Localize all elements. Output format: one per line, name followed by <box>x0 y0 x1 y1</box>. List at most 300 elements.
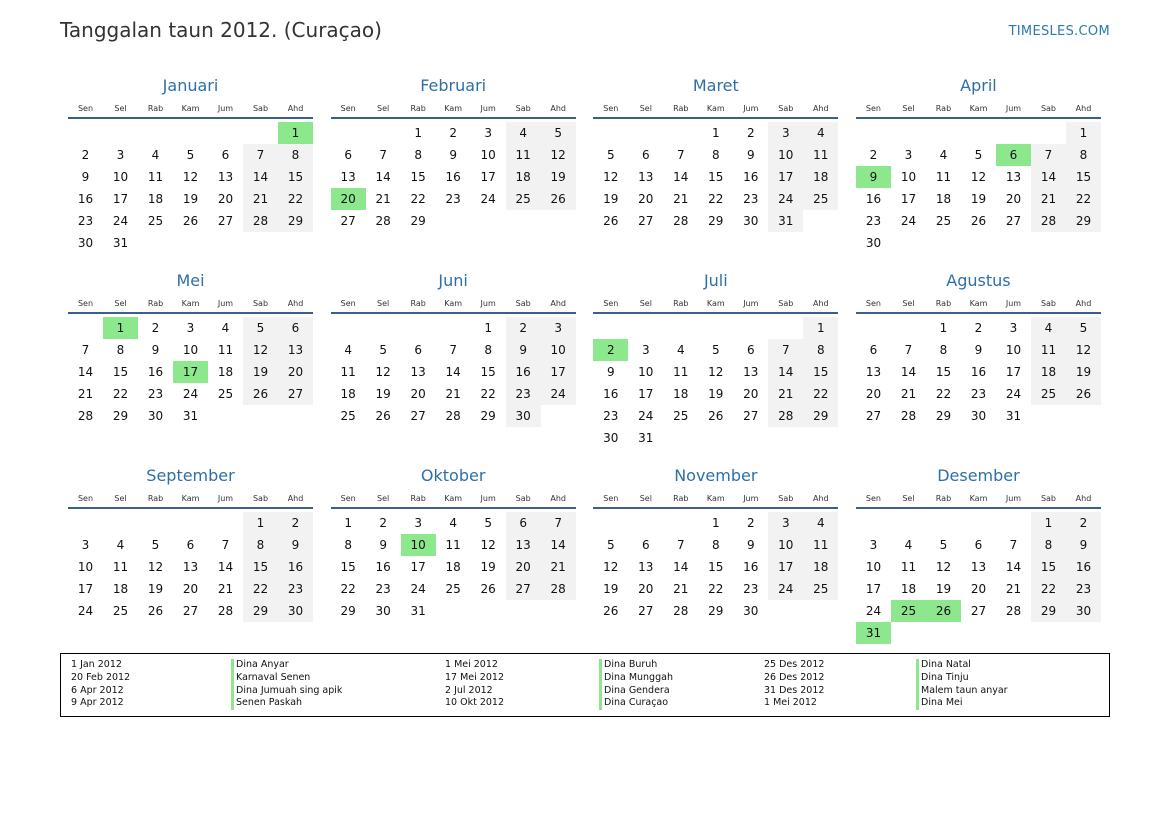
holiday-day-cell[interactable]: 9 <box>856 166 891 188</box>
day-cell[interactable]: 17 <box>480 170 496 184</box>
holiday-day-cell[interactable]: 10 <box>401 534 436 556</box>
day-cell[interactable]: 4 <box>939 148 948 162</box>
holiday-day-cell[interactable]: 1 <box>103 317 138 339</box>
day-cell[interactable]: 19 <box>603 192 619 206</box>
day-cell[interactable]: 8 <box>278 144 313 166</box>
day-cell[interactable]: 30 <box>77 236 94 250</box>
day-cell[interactable]: 15 <box>278 166 313 188</box>
day-cell[interactable]: 3 <box>768 512 803 534</box>
day-cell[interactable]: 13 <box>410 365 426 379</box>
day-cell[interactable]: 31 <box>1005 409 1022 423</box>
day-cell[interactable]: 13 <box>278 339 313 361</box>
day-cell[interactable]: 10 <box>900 170 917 184</box>
day-cell[interactable]: 24 <box>112 214 129 228</box>
day-cell[interactable]: 15 <box>1031 556 1066 578</box>
day-cell[interactable]: 20 <box>410 387 426 401</box>
day-cell[interactable]: 22 <box>803 383 838 405</box>
day-cell[interactable]: 16 <box>375 560 391 574</box>
day-cell[interactable]: 15 <box>340 560 356 574</box>
day-cell[interactable]: 12 <box>708 365 724 379</box>
day-cell[interactable]: 27 <box>970 604 987 618</box>
day-cell[interactable]: 26 <box>970 214 987 228</box>
day-cell[interactable]: 29 <box>708 604 724 618</box>
day-cell[interactable]: 14 <box>77 365 94 379</box>
day-cell[interactable]: 9 <box>1066 534 1101 556</box>
day-cell[interactable]: 16 <box>743 560 759 574</box>
day-cell[interactable]: 22 <box>1031 578 1066 600</box>
day-cell[interactable]: 6 <box>506 512 541 534</box>
day-cell[interactable]: 5 <box>379 343 387 357</box>
day-cell[interactable]: 28 <box>541 578 576 600</box>
day-cell[interactable]: 2 <box>81 148 90 162</box>
day-cell[interactable]: 22 <box>112 387 129 401</box>
day-cell[interactable]: 13 <box>970 560 987 574</box>
day-cell[interactable]: 8 <box>803 339 838 361</box>
day-cell[interactable]: 14 <box>217 560 234 574</box>
day-cell[interactable]: 27 <box>638 214 654 228</box>
day-cell[interactable]: 1 <box>1066 122 1101 144</box>
day-cell[interactable]: 25 <box>217 387 234 401</box>
day-cell[interactable]: 26 <box>708 409 724 423</box>
day-cell[interactable]: 7 <box>676 148 685 162</box>
day-cell[interactable]: 27 <box>638 604 654 618</box>
day-cell[interactable]: 20 <box>217 192 234 206</box>
day-cell[interactable]: 14 <box>375 170 391 184</box>
day-cell[interactable]: 18 <box>147 192 164 206</box>
day-cell[interactable]: 27 <box>410 409 426 423</box>
day-cell[interactable]: 26 <box>603 214 619 228</box>
day-cell[interactable]: 28 <box>445 409 461 423</box>
day-cell[interactable]: 20 <box>865 387 882 401</box>
day-cell[interactable]: 3 <box>414 516 422 530</box>
day-cell[interactable]: 27 <box>865 409 882 423</box>
day-cell[interactable]: 1 <box>1031 512 1066 534</box>
day-cell[interactable]: 5 <box>974 148 983 162</box>
day-cell[interactable]: 14 <box>445 365 461 379</box>
day-cell[interactable]: 18 <box>935 192 952 206</box>
day-cell[interactable]: 14 <box>900 365 917 379</box>
day-cell[interactable]: 19 <box>541 166 576 188</box>
day-cell[interactable]: 9 <box>449 148 457 162</box>
day-cell[interactable]: 23 <box>970 387 987 401</box>
day-cell[interactable]: 3 <box>81 538 90 552</box>
day-cell[interactable]: 10 <box>112 170 129 184</box>
day-cell[interactable]: 20 <box>970 582 987 596</box>
day-cell[interactable]: 17 <box>768 166 803 188</box>
day-cell[interactable]: 5 <box>939 538 948 552</box>
day-cell[interactable]: 29 <box>1066 210 1101 232</box>
day-cell[interactable]: 6 <box>746 343 755 357</box>
day-cell[interactable]: 13 <box>743 365 759 379</box>
day-cell[interactable]: 25 <box>803 188 838 210</box>
day-cell[interactable]: 24 <box>1005 387 1022 401</box>
day-cell[interactable]: 3 <box>768 122 803 144</box>
day-cell[interactable]: 28 <box>217 604 234 618</box>
day-cell[interactable]: 23 <box>147 387 164 401</box>
day-cell[interactable]: 8 <box>116 343 125 357</box>
day-cell[interactable]: 31 <box>112 236 129 250</box>
day-cell[interactable]: 15 <box>803 361 838 383</box>
day-cell[interactable]: 9 <box>81 170 90 184</box>
day-cell[interactable]: 11 <box>445 538 461 552</box>
day-cell[interactable]: 9 <box>278 534 313 556</box>
day-cell[interactable]: 19 <box>1066 361 1101 383</box>
day-cell[interactable]: 18 <box>340 387 356 401</box>
day-cell[interactable]: 11 <box>935 170 952 184</box>
day-cell[interactable]: 6 <box>344 148 352 162</box>
day-cell[interactable]: 27 <box>182 604 199 618</box>
day-cell[interactable]: 12 <box>1066 339 1101 361</box>
day-cell[interactable]: 17 <box>900 192 917 206</box>
day-cell[interactable]: 24 <box>865 604 882 618</box>
day-cell[interactable]: 7 <box>541 512 576 534</box>
day-cell[interactable]: 25 <box>445 582 461 596</box>
day-cell[interactable]: 29 <box>1031 600 1066 622</box>
day-cell[interactable]: 7 <box>449 343 457 357</box>
day-cell[interactable]: 18 <box>445 560 461 574</box>
day-cell[interactable]: 6 <box>221 148 230 162</box>
day-cell[interactable]: 13 <box>1005 170 1022 184</box>
day-cell[interactable]: 5 <box>606 538 615 552</box>
day-cell[interactable]: 11 <box>673 365 689 379</box>
day-cell[interactable]: 16 <box>1066 556 1101 578</box>
day-cell[interactable]: 13 <box>182 560 199 574</box>
day-cell[interactable]: 2 <box>974 321 983 335</box>
day-cell[interactable]: 7 <box>221 538 230 552</box>
day-cell[interactable]: 24 <box>541 383 576 405</box>
day-cell[interactable]: 31 <box>638 431 654 445</box>
day-cell[interactable]: 2 <box>746 516 755 530</box>
day-cell[interactable]: 31 <box>768 210 803 232</box>
day-cell[interactable]: 16 <box>278 556 313 578</box>
day-cell[interactable]: 21 <box>900 387 917 401</box>
holiday-day-cell[interactable]: 20 <box>331 188 366 210</box>
day-cell[interactable]: 26 <box>243 383 278 405</box>
day-cell[interactable]: 25 <box>803 578 838 600</box>
day-cell[interactable]: 25 <box>340 409 356 423</box>
day-cell[interactable]: 30 <box>865 236 882 250</box>
day-cell[interactable]: 3 <box>904 148 913 162</box>
day-cell[interactable]: 29 <box>803 405 838 427</box>
day-cell[interactable]: 27 <box>1005 214 1022 228</box>
day-cell[interactable]: 21 <box>77 387 94 401</box>
day-cell[interactable]: 22 <box>708 582 724 596</box>
day-cell[interactable]: 8 <box>243 534 278 556</box>
day-cell[interactable]: 5 <box>606 148 615 162</box>
day-cell[interactable]: 30 <box>375 604 391 618</box>
day-cell[interactable]: 23 <box>77 214 94 228</box>
day-cell[interactable]: 26 <box>375 409 391 423</box>
day-cell[interactable]: 17 <box>865 582 882 596</box>
day-cell[interactable]: 15 <box>708 560 724 574</box>
day-cell[interactable]: 1 <box>344 516 352 530</box>
day-cell[interactable]: 7 <box>676 538 685 552</box>
day-cell[interactable]: 31 <box>182 409 199 423</box>
day-cell[interactable]: 5 <box>541 122 576 144</box>
day-cell[interactable]: 18 <box>673 387 689 401</box>
day-cell[interactable]: 6 <box>641 538 650 552</box>
day-cell[interactable]: 17 <box>1005 365 1022 379</box>
day-cell[interactable]: 4 <box>506 122 541 144</box>
day-cell[interactable]: 8 <box>344 538 352 552</box>
day-cell[interactable]: 27 <box>506 578 541 600</box>
day-cell[interactable]: 27 <box>743 409 759 423</box>
day-cell[interactable]: 22 <box>708 192 724 206</box>
day-cell[interactable]: 3 <box>869 538 878 552</box>
day-cell[interactable]: 4 <box>803 512 838 534</box>
day-cell[interactable]: 3 <box>116 148 125 162</box>
day-cell[interactable]: 20 <box>1005 192 1022 206</box>
day-cell[interactable]: 13 <box>506 534 541 556</box>
day-cell[interactable]: 9 <box>974 343 983 357</box>
day-cell[interactable]: 26 <box>1066 383 1101 405</box>
day-cell[interactable]: 29 <box>278 210 313 232</box>
day-cell[interactable]: 26 <box>541 188 576 210</box>
day-cell[interactable]: 23 <box>375 582 391 596</box>
day-cell[interactable]: 12 <box>375 365 391 379</box>
holiday-day-cell[interactable]: 25 <box>891 600 926 622</box>
day-cell[interactable]: 19 <box>147 582 164 596</box>
day-cell[interactable]: 25 <box>147 214 164 228</box>
day-cell[interactable]: 28 <box>375 214 391 228</box>
day-cell[interactable]: 21 <box>375 192 391 206</box>
day-cell[interactable]: 7 <box>1009 538 1018 552</box>
day-cell[interactable]: 10 <box>1005 343 1022 357</box>
day-cell[interactable]: 9 <box>606 365 615 379</box>
day-cell[interactable]: 18 <box>1031 361 1066 383</box>
day-cell[interactable]: 26 <box>182 214 199 228</box>
day-cell[interactable]: 2 <box>151 321 160 335</box>
day-cell[interactable]: 24 <box>410 582 426 596</box>
day-cell[interactable]: 10 <box>865 560 882 574</box>
day-cell[interactable]: 10 <box>480 148 496 162</box>
day-cell[interactable]: 1 <box>711 516 720 530</box>
day-cell[interactable]: 9 <box>379 538 387 552</box>
day-cell[interactable]: 11 <box>900 560 917 574</box>
day-cell[interactable]: 24 <box>638 409 654 423</box>
day-cell[interactable]: 21 <box>243 188 278 210</box>
day-cell[interactable]: 12 <box>603 560 619 574</box>
day-cell[interactable]: 18 <box>803 556 838 578</box>
day-cell[interactable]: 14 <box>243 166 278 188</box>
day-cell[interactable]: 21 <box>673 582 689 596</box>
day-cell[interactable]: 26 <box>603 604 619 618</box>
day-cell[interactable]: 18 <box>803 166 838 188</box>
day-cell[interactable]: 19 <box>375 387 391 401</box>
day-cell[interactable]: 2 <box>746 126 755 140</box>
day-cell[interactable]: 6 <box>869 343 878 357</box>
day-cell[interactable]: 6 <box>974 538 983 552</box>
day-cell[interactable]: 5 <box>1066 317 1101 339</box>
day-cell[interactable]: 29 <box>708 214 724 228</box>
day-cell[interactable]: 22 <box>340 582 356 596</box>
day-cell[interactable]: 29 <box>410 214 426 228</box>
day-cell[interactable]: 12 <box>182 170 199 184</box>
day-cell[interactable]: 30 <box>970 409 987 423</box>
day-cell[interactable]: 16 <box>506 361 541 383</box>
day-cell[interactable]: 10 <box>77 560 94 574</box>
day-cell[interactable]: 12 <box>541 144 576 166</box>
day-cell[interactable]: 19 <box>182 192 199 206</box>
day-cell[interactable]: 13 <box>638 560 654 574</box>
day-cell[interactable]: 30 <box>603 431 619 445</box>
day-cell[interactable]: 12 <box>243 339 278 361</box>
day-cell[interactable]: 2 <box>449 126 457 140</box>
day-cell[interactable]: 1 <box>243 512 278 534</box>
day-cell[interactable]: 4 <box>803 122 838 144</box>
day-cell[interactable]: 28 <box>768 405 803 427</box>
day-cell[interactable]: 29 <box>340 604 356 618</box>
day-cell[interactable]: 8 <box>711 148 720 162</box>
day-cell[interactable]: 20 <box>506 556 541 578</box>
day-cell[interactable]: 26 <box>147 604 164 618</box>
day-cell[interactable]: 17 <box>77 582 94 596</box>
day-cell[interactable]: 5 <box>484 516 492 530</box>
day-cell[interactable]: 24 <box>900 214 917 228</box>
day-cell[interactable]: 13 <box>865 365 882 379</box>
day-cell[interactable]: 18 <box>506 166 541 188</box>
day-cell[interactable]: 2 <box>379 516 387 530</box>
day-cell[interactable]: 21 <box>1031 188 1066 210</box>
holiday-day-cell[interactable]: 6 <box>996 144 1031 166</box>
day-cell[interactable]: 29 <box>480 409 496 423</box>
day-cell[interactable]: 16 <box>865 192 882 206</box>
day-cell[interactable]: 5 <box>711 343 720 357</box>
day-cell[interactable]: 12 <box>147 560 164 574</box>
day-cell[interactable]: 5 <box>151 538 160 552</box>
day-cell[interactable]: 12 <box>480 538 496 552</box>
day-cell[interactable]: 18 <box>112 582 129 596</box>
day-cell[interactable]: 10 <box>638 365 654 379</box>
day-cell[interactable]: 16 <box>77 192 94 206</box>
day-cell[interactable]: 20 <box>638 582 654 596</box>
day-cell[interactable]: 15 <box>243 556 278 578</box>
day-cell[interactable]: 24 <box>480 192 496 206</box>
day-cell[interactable]: 21 <box>673 192 689 206</box>
day-cell[interactable]: 3 <box>186 321 195 335</box>
day-cell[interactable]: 1 <box>711 126 720 140</box>
day-cell[interactable]: 23 <box>743 192 759 206</box>
day-cell[interactable]: 1 <box>939 321 948 335</box>
day-cell[interactable]: 4 <box>904 538 913 552</box>
day-cell[interactable]: 9 <box>746 148 755 162</box>
day-cell[interactable]: 16 <box>445 170 461 184</box>
day-cell[interactable]: 14 <box>1031 166 1066 188</box>
day-cell[interactable]: 7 <box>243 144 278 166</box>
day-cell[interactable]: 15 <box>708 170 724 184</box>
day-cell[interactable]: 1 <box>484 321 492 335</box>
day-cell[interactable]: 23 <box>865 214 882 228</box>
day-cell[interactable]: 30 <box>743 604 759 618</box>
day-cell[interactable]: 14 <box>541 534 576 556</box>
day-cell[interactable]: 23 <box>1066 578 1101 600</box>
holiday-day-cell[interactable]: 17 <box>173 361 208 383</box>
day-cell[interactable]: 24 <box>768 188 803 210</box>
day-cell[interactable]: 25 <box>1031 383 1066 405</box>
day-cell[interactable]: 27 <box>340 214 356 228</box>
day-cell[interactable]: 21 <box>1005 582 1022 596</box>
day-cell[interactable]: 2 <box>506 317 541 339</box>
day-cell[interactable]: 22 <box>410 192 426 206</box>
day-cell[interactable]: 17 <box>768 556 803 578</box>
day-cell[interactable]: 20 <box>638 192 654 206</box>
day-cell[interactable]: 2 <box>278 512 313 534</box>
day-cell[interactable]: 30 <box>743 214 759 228</box>
day-cell[interactable]: 19 <box>480 560 496 574</box>
day-cell[interactable]: 17 <box>410 560 426 574</box>
day-cell[interactable]: 27 <box>278 383 313 405</box>
day-cell[interactable]: 1 <box>803 317 838 339</box>
day-cell[interactable]: 15 <box>935 365 952 379</box>
day-cell[interactable]: 12 <box>935 560 952 574</box>
day-cell[interactable]: 24 <box>768 578 803 600</box>
day-cell[interactable]: 4 <box>1031 317 1066 339</box>
day-cell[interactable]: 23 <box>506 383 541 405</box>
day-cell[interactable]: 4 <box>676 343 685 357</box>
day-cell[interactable]: 25 <box>506 188 541 210</box>
day-cell[interactable]: 8 <box>484 343 492 357</box>
site-link[interactable]: TIMESLES.COM <box>1008 24 1110 39</box>
day-cell[interactable]: 28 <box>673 604 689 618</box>
day-cell[interactable]: 14 <box>673 170 689 184</box>
day-cell[interactable]: 15 <box>410 170 426 184</box>
day-cell[interactable]: 29 <box>112 409 129 423</box>
day-cell[interactable]: 24 <box>182 387 199 401</box>
day-cell[interactable]: 6 <box>186 538 195 552</box>
day-cell[interactable]: 3 <box>641 343 650 357</box>
day-cell[interactable]: 19 <box>603 582 619 596</box>
day-cell[interactable]: 24 <box>77 604 94 618</box>
day-cell[interactable]: 11 <box>803 534 838 556</box>
day-cell[interactable]: 12 <box>603 170 619 184</box>
day-cell[interactable]: 4 <box>344 343 352 357</box>
day-cell[interactable]: 20 <box>278 361 313 383</box>
day-cell[interactable]: 8 <box>414 148 422 162</box>
day-cell[interactable]: 3 <box>484 126 492 140</box>
day-cell[interactable]: 11 <box>147 170 164 184</box>
day-cell[interactable]: 25 <box>673 409 689 423</box>
day-cell[interactable]: 29 <box>243 600 278 622</box>
day-cell[interactable]: 10 <box>768 534 803 556</box>
day-cell[interactable]: 18 <box>900 582 917 596</box>
day-cell[interactable]: 11 <box>506 144 541 166</box>
day-cell[interactable]: 23 <box>445 192 461 206</box>
day-cell[interactable]: 5 <box>243 317 278 339</box>
day-cell[interactable]: 28 <box>1005 604 1022 618</box>
day-cell[interactable]: 2 <box>869 148 878 162</box>
day-cell[interactable]: 15 <box>1066 166 1101 188</box>
day-cell[interactable]: 28 <box>673 214 689 228</box>
day-cell[interactable]: 10 <box>768 144 803 166</box>
day-cell[interactable]: 17 <box>638 387 654 401</box>
day-cell[interactable]: 11 <box>340 365 356 379</box>
day-cell[interactable]: 15 <box>112 365 129 379</box>
day-cell[interactable]: 28 <box>1031 210 1066 232</box>
day-cell[interactable]: 30 <box>278 600 313 622</box>
day-cell[interactable]: 19 <box>708 387 724 401</box>
day-cell[interactable]: 23 <box>278 578 313 600</box>
day-cell[interactable]: 14 <box>673 560 689 574</box>
holiday-day-cell[interactable]: 31 <box>856 622 891 644</box>
day-cell[interactable]: 7 <box>81 343 90 357</box>
day-cell[interactable]: 19 <box>243 361 278 383</box>
day-cell[interactable]: 20 <box>743 387 759 401</box>
day-cell[interactable]: 13 <box>217 170 234 184</box>
day-cell[interactable]: 16 <box>970 365 987 379</box>
day-cell[interactable]: 8 <box>1066 144 1101 166</box>
day-cell[interactable]: 21 <box>768 383 803 405</box>
day-cell[interactable]: 4 <box>116 538 125 552</box>
